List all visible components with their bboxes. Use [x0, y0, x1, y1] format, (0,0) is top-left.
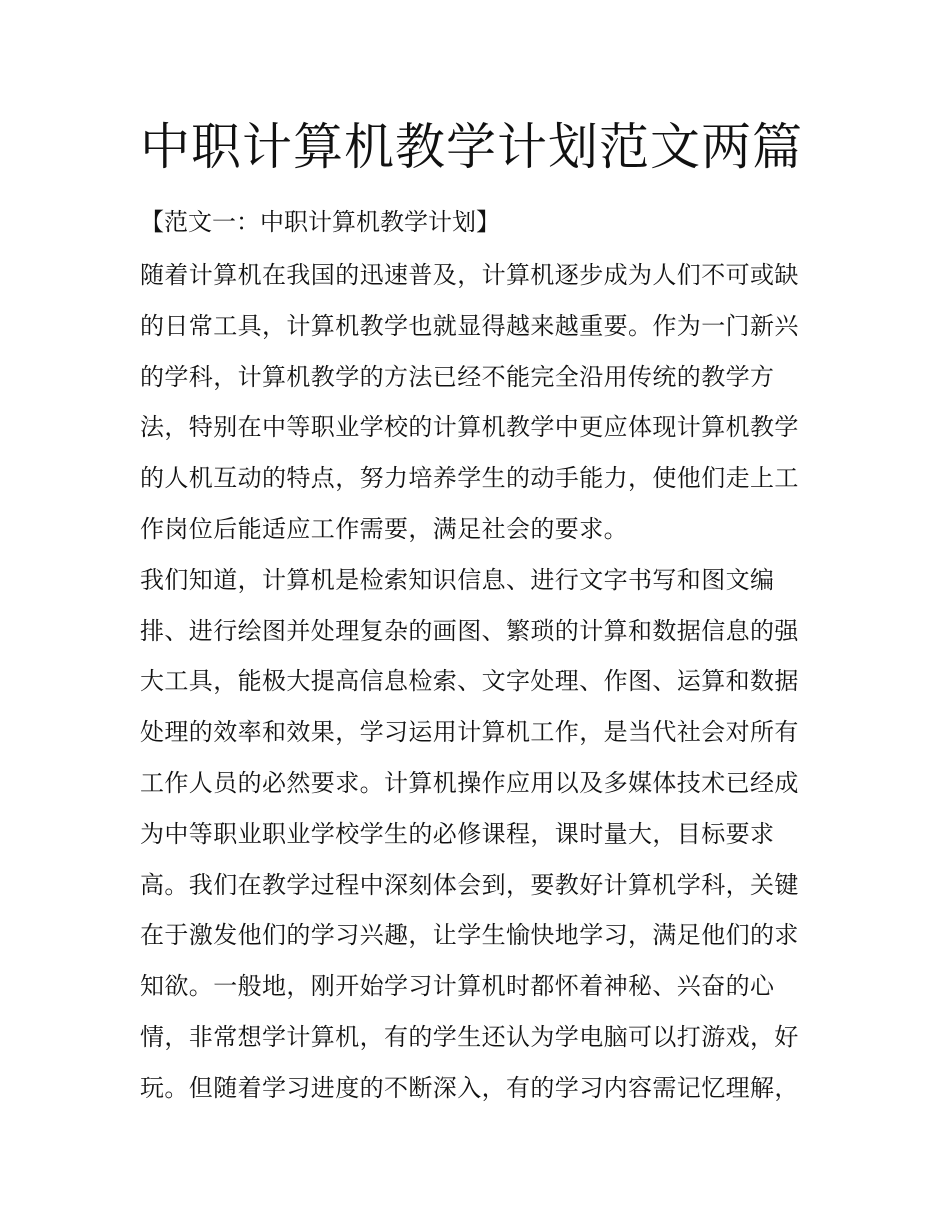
- text-line: 的日常工具，计算机教学也就显得越来越重要。作为一门新兴: [140, 311, 799, 340]
- text-line: 为中等职业职业学校学生的必修课程，课时量大，目标要求: [140, 819, 775, 848]
- text-line: 大工具，能极大提高信息检索、文字处理、作图、运算和数据: [140, 667, 799, 696]
- text-line: 在于激发他们的学习兴趣，让学生愉快地学习，满足他们的求: [140, 921, 799, 950]
- text-line: 随着计算机在我国的迅速普及，计算机逐步成为人们不可或缺: [140, 261, 799, 289]
- text-line: 情，非常想学计算机，有的学生还认为学电脑可以打游戏，好: [140, 1022, 799, 1051]
- text-line: 的学科，计算机教学的方法已经不能完全沿用传统的教学方: [140, 362, 775, 391]
- body-text: [140, 250, 820, 1114]
- text-line: 处理的效率和效果，学习运用计算机工作，是当代社会对所有: [140, 718, 799, 747]
- section-heading: 【范文一：中职计算机教学计划】: [140, 208, 500, 236]
- text-line: 我们知道，计算机是检索知识信息、进行文字书写和图文编: [140, 565, 775, 594]
- text-line: 玩。但随着学习进度的不断深入，有的学习内容需记忆理解，: [140, 1073, 799, 1102]
- text-line: 的人机互动的特点，努力培养学生的动手能力，使他们走上工: [140, 464, 799, 493]
- text-line: 法，特别在中等职业学校的计算机教学中更应体现计算机教学: [140, 413, 799, 442]
- text-line: 排、进行绘图并处理复杂的画图、繁琐的计算和数据信息的强: [140, 616, 799, 645]
- document-title: 中职计算机教学计划范文两篇: [140, 118, 803, 176]
- text-line: 知欲。一般地，刚开始学习计算机时都怀着神秘、兴奋的心: [140, 972, 775, 1001]
- text-line: 工作人员的必然要求。计算机操作应用以及多媒体技术已经成: [140, 768, 799, 797]
- text-line: 高。我们在教学过程中深刻体会到，要教好计算机学科，关键: [140, 870, 799, 899]
- text-line: 作岗位后能适应工作需要，满足社会的要求。: [140, 514, 628, 543]
